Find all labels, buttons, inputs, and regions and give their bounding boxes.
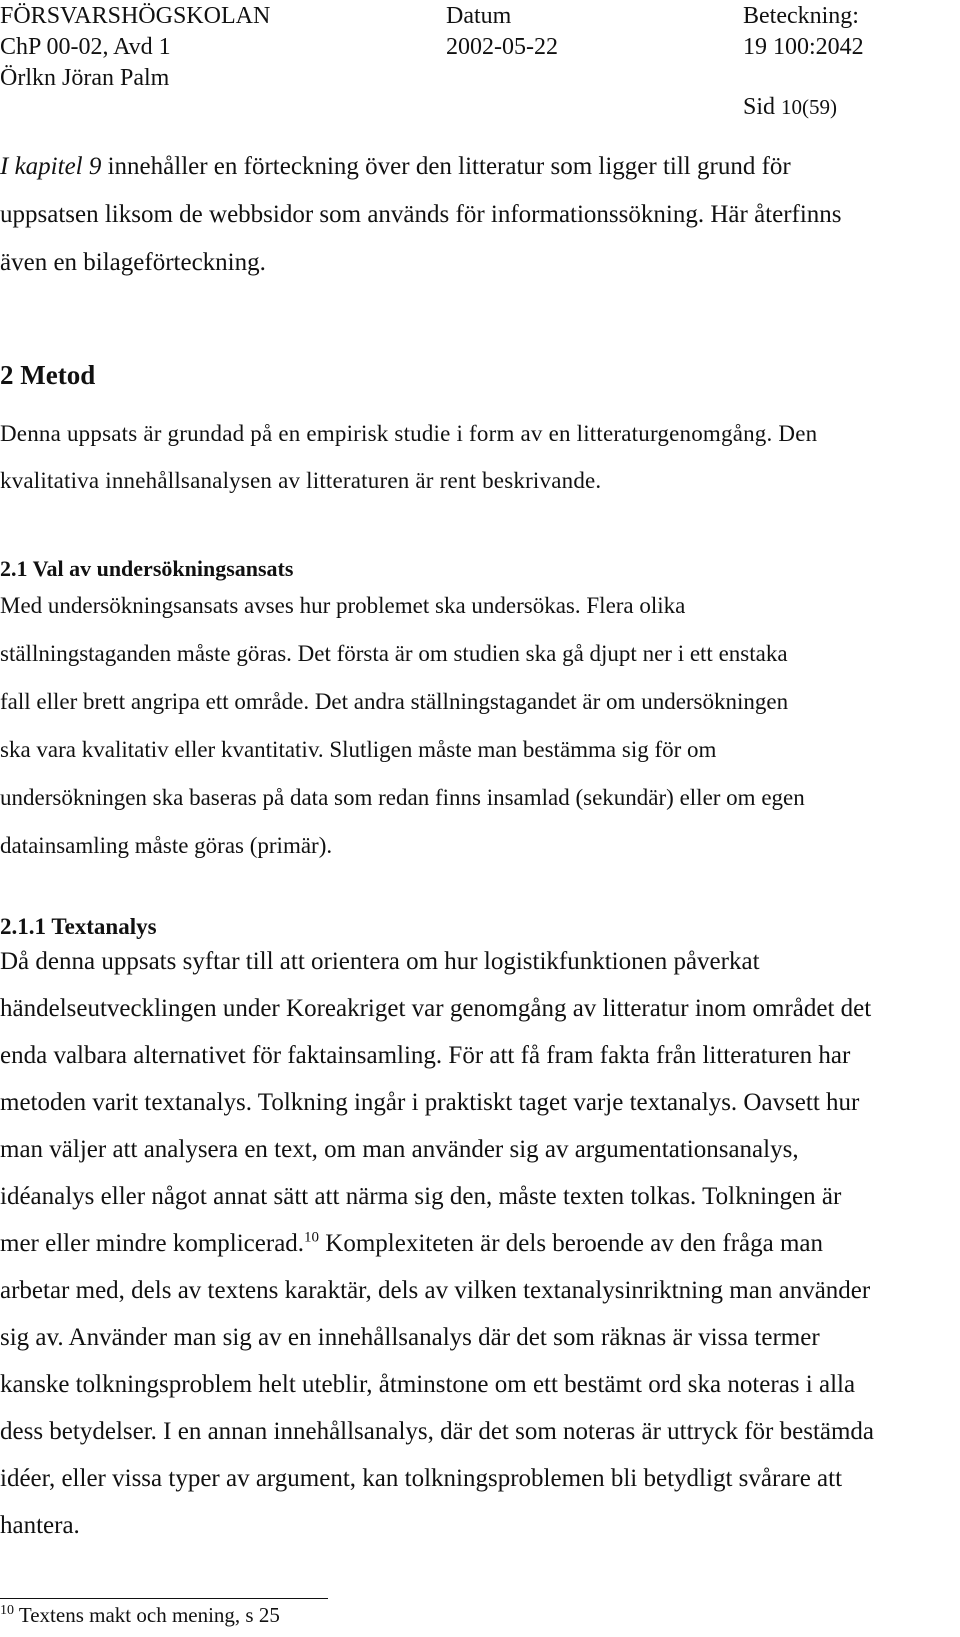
textanalys-line7-before: mer eller mindre komplicerad. — [0, 1230, 305, 1257]
page-label: Sid — [743, 94, 776, 120]
header-institution: FÖRSVARSHÖGSKOLAN — [0, 3, 271, 29]
textanalys-line: sig av. Använder man sig av en innehållsanalys där det som räknas är vissa termer — [0, 1324, 820, 1351]
textanalys-line: händelseutvecklingen under Koreakriget var genomgång av litteratur inom området det — [0, 995, 872, 1022]
textanalys-line: dess betydelser. I en annan innehållsanalys, där det som noteras är uttryck för bestämda — [0, 1418, 875, 1445]
footnote-reference: 10 — [304, 1229, 320, 1246]
metod-paragraph — [0, 410, 960, 504]
intro-italic: I kapitel 9 — [0, 153, 102, 180]
intro-paragraph — [0, 143, 960, 287]
footnote-number: 10 — [0, 1603, 14, 1618]
footnote-text: Textens makt och mening, s 25 — [14, 1603, 280, 1627]
val-line: fall eller brett angripa ett område. Det andra ställningstagandet är om undersökningen — [0, 689, 789, 714]
textanalys-line: kanske tolkningsproblem helt uteblir, åtminstone om ett bestämt ord ska noteras i alla — [0, 1371, 856, 1398]
val-line: undersökningen ska baseras på data som redan finns insamlad (sekundär) eller om egen — [0, 785, 805, 810]
textanalys-line — [0, 1220, 960, 1267]
textanalys-line: idéer, eller vissa typer av argument, kan tolkningsproblemen bli betydligt svårare att — [0, 1465, 843, 1492]
header-author: Örlkn Jöran Palm — [0, 65, 170, 91]
val-line: Med undersökningsansats avses hur problemet ska undersökas. Flera olika — [0, 593, 686, 618]
val-line: datainsamling måste göras (primär). — [0, 833, 333, 858]
textanalys-line: idéanalys eller något annat sätt att närma sig den, måste texten tolkas. Tolkningen är — [0, 1183, 842, 1210]
val-line: ställningstaganden måste göras. Det första är om studien ska gå djupt ner i ett enstaka — [0, 641, 788, 666]
section-heading-textanalys: 2.1.1 Textanalys — [0, 914, 157, 939]
metod-line: Denna uppsats är grundad på en empirisk studie i form av en litteraturgenomgång. Den — [0, 421, 818, 446]
header-date-value: 2002-05-22 — [446, 34, 558, 60]
page-number — [743, 94, 837, 121]
intro-line: även en bilageförteckning. — [0, 249, 266, 276]
textanalys-line: enda valbara alternativet för faktainsamling. För att få fram fakta från litteraturen har — [0, 1042, 851, 1069]
textanalys-line: arbetar med, dels av textens karaktär, dels av vilken textanalysinriktning man använder — [0, 1277, 871, 1304]
section-heading-val: 2.1 Val av undersökningsansats — [0, 556, 294, 581]
footnote-divider — [0, 1598, 328, 1599]
textanalys-line: Då denna uppsats syftar till att orientera om hur logistikfunktionen påverkat — [0, 948, 760, 975]
val-paragraph — [0, 582, 960, 870]
section-heading-metod: 2 Metod — [0, 360, 96, 390]
header-program: ChP 00-02, Avd 1 — [0, 34, 171, 60]
textanalys-line: hantera. — [0, 1512, 80, 1539]
intro-line: uppsatsen liksom de webbsidor som används för informationssökning. Här återfinns — [0, 201, 842, 228]
header-designation-value: 19 100:2042 — [743, 34, 864, 60]
textanalys-line7-after: Komplexiteten är dels beroende av den fråga man — [319, 1230, 824, 1257]
intro-line1-rest: innehåller en förteckning över den litteratur som ligger till grund för — [101, 153, 791, 180]
page-value: 10(59) — [781, 95, 838, 119]
textanalys-line: man väljer att analysera en text, om man använder sig av argumentationsanalys, — [0, 1136, 799, 1163]
header-date-label: Datum — [446, 3, 512, 29]
textanalys-paragraph — [0, 938, 960, 1549]
val-line: ska vara kvalitativ eller kvantitativ. Slutligen måste man bestämma sig för om — [0, 737, 717, 762]
header-designation-label: Beteckning: — [743, 3, 859, 29]
metod-line: kvalitativa innehållsanalysen av litteraturen är rent beskrivande. — [0, 468, 602, 493]
intro-line — [0, 143, 960, 191]
footnote — [0, 1603, 280, 1628]
textanalys-line: metoden varit textanalys. Tolkning ingår i praktiskt taget varje textanalys. Oavsett hur — [0, 1089, 860, 1116]
